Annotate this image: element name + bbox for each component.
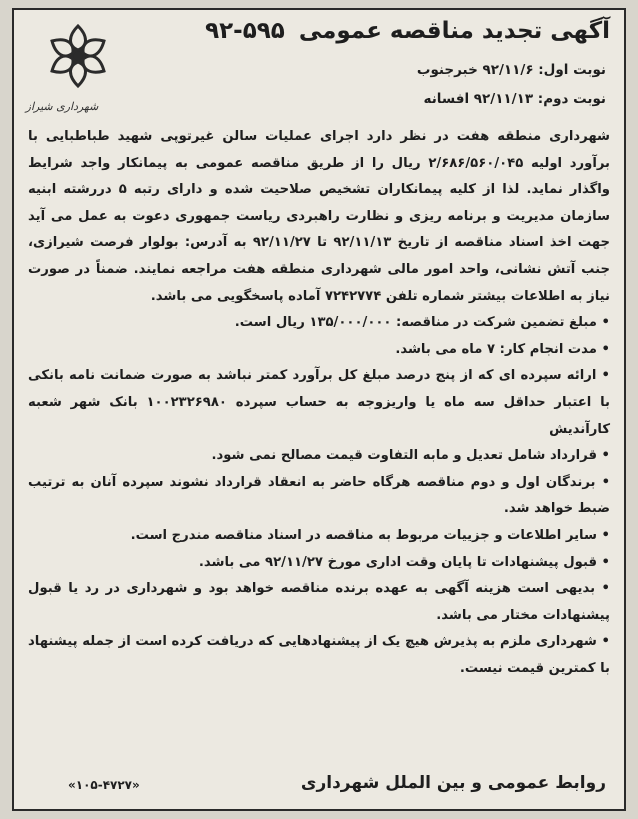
notice-intro: شهرداری منطقه هفت در نظر دارد اجرای عملیات سالن غیرتوپی شهید طباطبایی با برآورد اولیه ۲/۶۸۶/۵۶۰/۰۴۵ ریال را از طریق مناقصه عمومی به پیمانکار واجد شرایط واگذار نماید. لذا از کلیه پیمانکاران تشخیص صلاحیت شده و دارای رتبه ۵ دررشته ابنیه سازمان مدیریت و برنامه ریزی و نظارت راهبردی ریاست جمهوری دعوت به عمل می آید جهت اخذ اسناد مناقصه از تاریخ ۹۲/۱۱/۱۳ تا ۹۲/۱۱/۲۷ به آدرس: بولوار فرصت شیرازی، جنب آتش نشانی، واحد امور مالی شهرداری منطقه هفت مراجعه نمایند. ضمناً در صورت نیاز به اطلاعات بیشتر شماره تلفن ۷۲۴۲۷۷۴ آماده پاسخگویی می باشد. <box>28 129 611 304</box>
first-publish-line: نوبت اول: ۹۲/۱۱/۶ خبرجنوب <box>416 62 606 78</box>
notice-item: • قبول پیشنهادات تا پایان وقت اداری مورخ ۹۲/۱۱/۲۷ می باشد. <box>28 550 610 577</box>
notice-number: ۵۹۵-۹۲ <box>205 18 285 44</box>
notice-title-text: آگهی تجدید مناقصه عمومی <box>298 18 610 44</box>
notice-item: • بدیهی است هزینه آگهی به عهده برنده مناقصه خواهد بود و شهرداری در رد یا قبول پیشنهادات مختار می باشد. <box>28 576 610 629</box>
notice-header <box>14 10 624 122</box>
notice-item: • برندگان اول و دوم مناقصه هرگاه حاضر به انعقاد قرارداد نشوند سپرده آنان به ترتیب ضبط خواهد شد. <box>28 470 610 523</box>
notice-footer <box>28 773 606 803</box>
notice-item: • مبلغ تضمین شرکت در مناقصه: ۱۳۵/۰۰۰/۰۰۰ ریال است. <box>28 310 610 337</box>
notice-item: • ارائه سپرده ای که از پنج درصد مبلغ کل برآورد کمتر نباشد به صورت ضمانت نامه بانکی با اعتبار حداقل سه ماه یا واریزوجه به حساب سپرده ۱۰۰۲۳۲۶۹۸۰ بانک شهر شعبه کارآندیش <box>28 363 610 443</box>
notice-item: • مدت انجام کار: ۷ ماه می باشد. <box>28 337 610 364</box>
second-publish-line: نوبت دوم: ۹۲/۱۱/۱۳ افسانه <box>423 91 606 107</box>
notice-body <box>28 124 610 682</box>
notice-item: • شهرداری ملزم به پذیرش هیچ یک از پیشنهادهایی که دریافت کرده است از جمله پیشنهاد با کمترین قیمت نیست. <box>28 629 610 682</box>
municipality-logo-icon <box>22 20 140 120</box>
notice-title <box>205 18 610 44</box>
footer-title: روابط عمومی و بین الملل شهرداری <box>300 773 606 793</box>
notice-item: • قرارداد شامل تعدیل و مابه التفاوت قیمت مصالح نمی شود. <box>28 443 610 470</box>
newspaper-notice <box>12 8 626 811</box>
notice-item: • سایر اطلاعات و جزییات مربوط به مناقصه در اسناد مناقصه مندرج است. <box>28 523 610 550</box>
logo-script-text: شهرداری شیراز <box>25 100 99 113</box>
footer-code: «۱۰۵-۴۷۲۷» <box>68 778 140 792</box>
